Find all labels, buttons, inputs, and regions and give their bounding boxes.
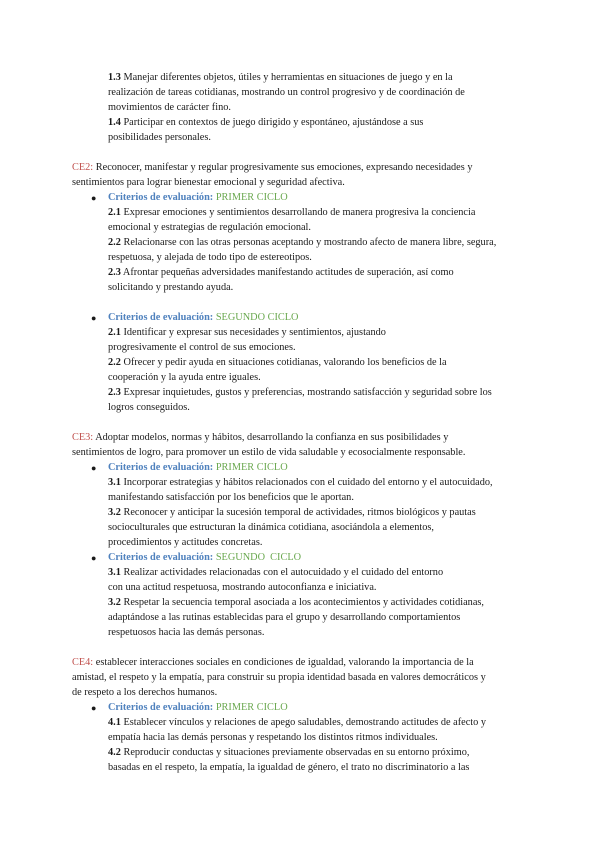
- criterion-2-2: [108, 236, 496, 250]
- criterion-3-2-segundo: [108, 596, 484, 610]
- criterion-number: 2.3: [108, 267, 121, 278]
- ce3-text-line: sentimientos de logro, para promover un estilo de vida saludable y ecosocialmente responsable.: [72, 447, 466, 458]
- ce2-text-line: sentimientos para lograr bienestar emocional y seguridad afectiva.: [72, 177, 345, 188]
- criterion-number: 2.3: [108, 387, 121, 398]
- bullet-icon: ●: [91, 703, 97, 713]
- criterion-text-line: solicitando y prestando ayuda.: [108, 282, 234, 293]
- cycle-label: SEGUNDO CICLO: [215, 552, 302, 563]
- criterion-text-line: realización de tareas cotidianas, mostrando un control progresivo y de coordinación de: [108, 87, 465, 98]
- criterion-2-1: [108, 206, 475, 220]
- bullet-icon: ●: [91, 553, 97, 563]
- ce2-criteria-primer: [108, 191, 288, 205]
- criterion-text: Ofrecer y pedir ayuda en situaciones cotidianas, valorando los beneficios de la: [123, 357, 447, 368]
- ce3-label: CE3:: [72, 432, 94, 443]
- criterion-text-line: progresivamente el control de sus emociones.: [108, 342, 296, 353]
- criterion-number: 3.2: [108, 507, 121, 518]
- ce4-text-line: amistad, el respeto y la empatía, para construir su propia identidad basada en valores democráticos y: [72, 672, 486, 683]
- criterion-number: 2.1: [108, 327, 121, 338]
- criterion-text-line: con una actitud respetuosa, mostrando autoconfianza e iniciativa.: [108, 582, 377, 593]
- criterion-3-2: [108, 506, 476, 520]
- criterion-2-3-segundo: [108, 386, 492, 400]
- criteria-label: Criterios de evaluación:: [108, 552, 214, 563]
- bullet-icon: ●: [91, 193, 97, 203]
- criterion-text: Realizar actividades relacionadas con el autocuidado y el cuidado del entorno: [123, 567, 444, 578]
- ce3-heading: [72, 431, 448, 445]
- ce4-label: CE4:: [72, 657, 94, 668]
- ce3-criteria-primer: [108, 461, 288, 475]
- criterion-4-2: [108, 746, 469, 760]
- criterion-number: 4.1: [108, 717, 121, 728]
- criterion-number: 3.1: [108, 567, 121, 578]
- criterion-1-4: [108, 116, 423, 130]
- criterion-3-1-segundo: [108, 566, 443, 580]
- ce2-label: CE2:: [72, 162, 94, 173]
- criterion-text-line: socioculturales que estructuran la dinámica cotidiana, asociándola a elementos,: [108, 522, 434, 533]
- criterion-text: Expresar emociones y sentimientos desarrollando de manera progresiva la conciencia: [123, 207, 476, 218]
- criterion-3-1: [108, 476, 493, 490]
- ce2-heading: [72, 161, 472, 175]
- criteria-label: Criterios de evaluación:: [108, 192, 214, 203]
- ce3-criteria-segundo: [108, 551, 301, 565]
- criterion-text-line: movimientos de carácter fino.: [108, 102, 231, 113]
- ce4-text-line: de respeto a los derechos humanos.: [72, 687, 218, 698]
- criterion-text: Reconocer y anticipar la sucesión temporal de actividades, ritmos biológicos y pautas: [123, 507, 476, 518]
- criterion-text: Manejar diferentes objetos, útiles y herramientas en situaciones de juego y en la: [123, 72, 453, 83]
- criterion-text: Reproducir conductas y situaciones previamente observadas en su entorno próximo,: [123, 747, 470, 758]
- criterion-text-line: cooperación y la ayuda entre iguales.: [108, 372, 261, 383]
- criterion-text: Identificar y expresar sus necesidades y sentimientos, ajustando: [123, 327, 386, 338]
- ce4-criteria-primer: [108, 701, 288, 715]
- criterion-text: Afrontar pequeñas adversidades manifestando actitudes de superación, así como: [122, 267, 454, 278]
- criterion-text: Expresar inquietudes, gustos y preferencias, mostrando satisfacción y seguridad sobre los: [123, 387, 492, 398]
- criterion-1-3: [108, 71, 453, 85]
- criterion-text-line: basadas en el respeto, la empatía, la igualdad de género, el trato no discriminatorio a las: [108, 762, 470, 773]
- criteria-label: Criterios de evaluación:: [108, 312, 214, 323]
- bullet-icon: ●: [91, 463, 97, 473]
- criterion-number: 2.1: [108, 207, 121, 218]
- criterion-text: Establecer vínculos y relaciones de apego saludables, demostrando actitudes de afecto y: [123, 717, 486, 728]
- ce2-text: Reconocer, manifestar y regular progresivamente sus emociones, expresando necesidades y: [95, 162, 473, 173]
- criterion-text-line: posibilidades personales.: [108, 132, 211, 143]
- criteria-label: Criterios de evaluación:: [108, 702, 214, 713]
- criterion-number: 3.1: [108, 477, 121, 488]
- bullet-icon: ●: [91, 313, 97, 323]
- cycle-label: PRIMER CICLO: [215, 702, 288, 713]
- criterion-number: 3.2: [108, 597, 121, 608]
- criterion-2-1-segundo: [108, 326, 386, 340]
- criterion-text-line: respetuosa, y alejada de todo tipo de estereotipos.: [108, 252, 312, 263]
- criterion-text-line: empatía hacia las demás personas y respetando los distintos ritmos individuales.: [108, 732, 438, 743]
- criterion-number: 1.4: [108, 117, 121, 128]
- criterion-text: Relacionarse con las otras personas aceptando y mostrando afecto de manera libre, segura,: [123, 237, 497, 248]
- criterion-text-line: respetuosos hacia las demás personas.: [108, 627, 265, 638]
- ce4-text: establecer interacciones sociales en condiciones de igualdad, valorando la importancia de la: [95, 657, 474, 668]
- ce2-criteria-segundo: [108, 311, 299, 325]
- cycle-label: SEGUNDO CICLO: [215, 312, 299, 323]
- criterion-text-line: logros conseguidos.: [108, 402, 190, 413]
- criterion-text: Incorporar estrategias y hábitos relacionados con el cuidado del entorno y el autocuidado,: [123, 477, 493, 488]
- cycle-label: PRIMER CICLO: [215, 192, 288, 203]
- criterion-4-1: [108, 716, 486, 730]
- criterion-2-3: [108, 266, 454, 280]
- criterion-text-line: procedimientos y actitudes concretas.: [108, 537, 263, 548]
- criterion-text: Respetar la secuencia temporal asociada a los acontecimientos y actividades cotidianas,: [123, 597, 484, 608]
- criterion-text-line: adaptándose a las rutinas establecidas para el grupo y desarrollando comportamientos: [108, 612, 461, 623]
- criterion-number: 2.2: [108, 357, 121, 368]
- criteria-label: Criterios de evaluación:: [108, 462, 214, 473]
- criterion-number: 1.3: [108, 72, 121, 83]
- criterion-text: Participar en contextos de juego dirigido y espontáneo, ajustándose a sus: [123, 117, 424, 128]
- cycle-label: PRIMER CICLO: [215, 462, 288, 473]
- criterion-text-line: emocional y estrategias de regulación emocional.: [108, 222, 311, 233]
- ce3-text: Adoptar modelos, normas y hábitos, desarrollando la confianza en sus posibilidades y: [95, 432, 449, 443]
- criterion-2-2-segundo: [108, 356, 447, 370]
- criterion-text-line: manifestando satisfacción por los beneficios que le aportan.: [108, 492, 354, 503]
- criterion-number: 4.2: [108, 747, 121, 758]
- criterion-number: 2.2: [108, 237, 121, 248]
- ce4-heading: [72, 656, 474, 670]
